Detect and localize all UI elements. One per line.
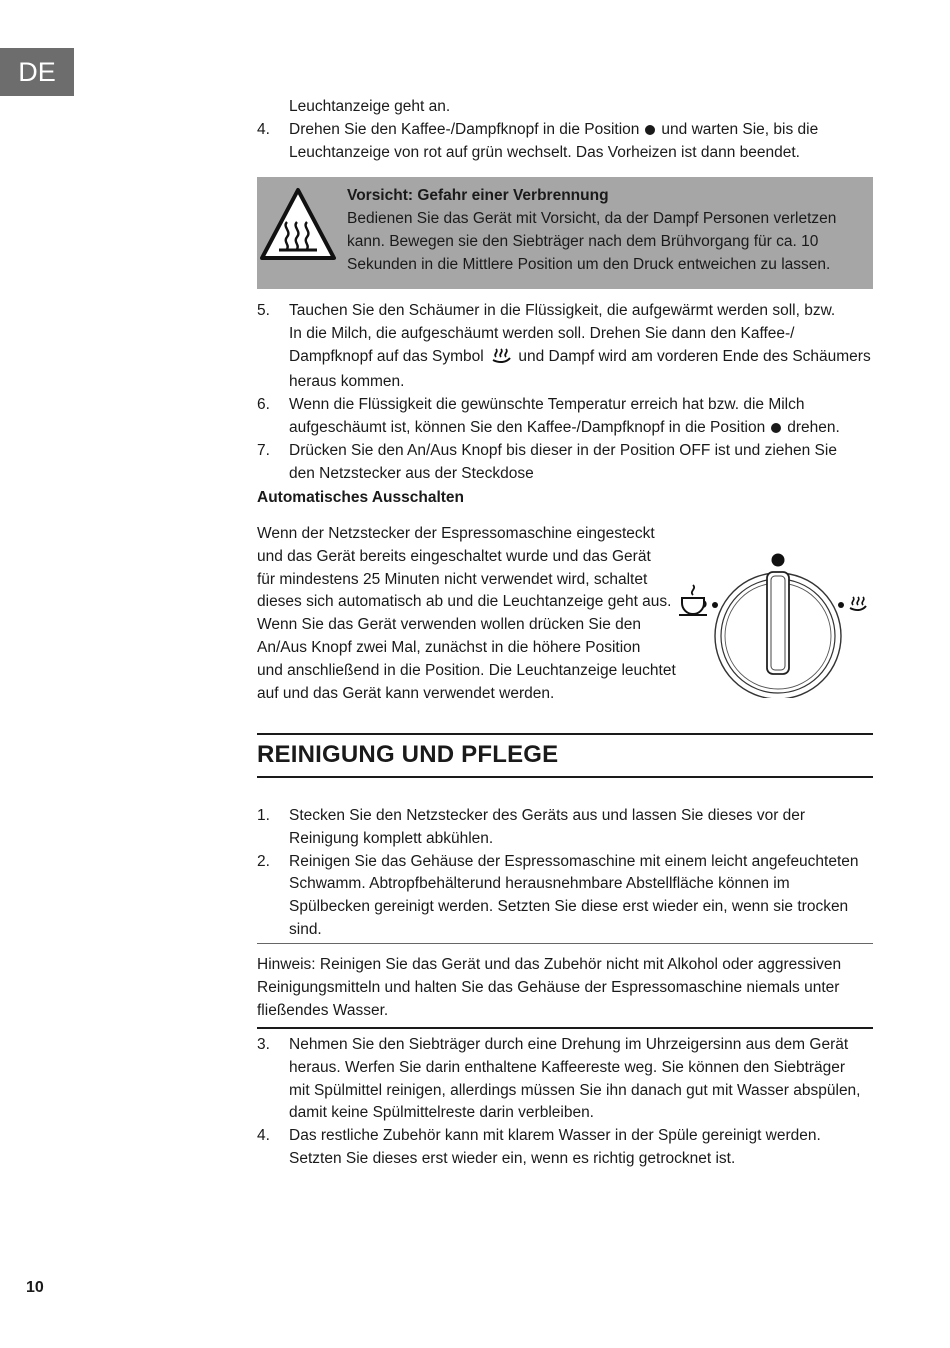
warning-line: Bedienen Sie das Gerät mit Vorsicht, da der Dampf Personen verletzen [347,210,837,227]
list-item-text: Wenn die Flüssigkeit die gewünschte Temperatur erreich hat bzw. die Milch [289,396,805,414]
list-item-text: Drücken Sie den An/Aus Knopf bis dieser in der Position OFF ist und ziehen Sie [289,441,837,459]
warning-body [347,208,867,276]
list-item-number: 7. [257,441,270,459]
hot-surface-warning-icon [259,186,337,267]
paragraph-line: und anschließend in die Position. Die Leuchtanzeige leuchtet [257,661,676,679]
coffee-cup-icon [679,585,707,615]
list-item-text: heraus kommen. [289,373,405,391]
auto-off-text [257,523,687,705]
position-dot-icon [645,125,655,135]
list-item [257,1034,873,1125]
list-item-text: den Netzstecker aus der Steckdose [289,464,534,482]
note-line: fließendes Wasser. [257,1001,389,1019]
list-item-text: Reinigen Sie das Gehäuse der Espressomaschine mit einem leicht angefeuchteten [289,852,859,870]
list-item-number: 1. [257,807,270,824]
paragraph-line: An/Aus Knopf zwei Mal, zunächst in die höhere Position [257,638,641,656]
list-item-text: und Dampf wird am vorderen Ende des Schäumers [518,347,871,365]
cleaning-list-a [257,805,873,942]
paragraph-line: für mindestens 25 Minuten nicht verwendet wird, schaltet [257,570,648,588]
list-item-number: 5. [257,302,270,319]
warning-title: Vorsicht: Gefahr einer Verbrennung [347,187,609,204]
section-rule-top [257,733,873,735]
note-rule-bottom [257,1027,873,1029]
list-item [257,805,873,851]
steps-list [257,300,873,485]
note-block [257,954,873,1022]
list-item-text: heraus. Werfen Sie darin enthaltene Kaffeereste weg. Sie können den Siebträger [289,1058,846,1076]
list-item-4 [257,119,873,165]
steam-icon [490,348,512,372]
list-item-text: Schwamm. Abtropfbehälterund herausnehmbare Abstellfläche können im [289,875,790,893]
list-item-7 [257,440,873,486]
list-item-text: Dampfknopf auf das Symbol [289,347,484,365]
paragraph-line: dieses sich automatisch ab und die Leuchtanzeige geht aus. [257,593,672,611]
warning-box [257,177,873,289]
list-item-text: Leuchtanzeige geht an. [289,98,451,115]
list-item-text: Drehen Sie den Kaffee-/Dampfknopf in die Position [289,120,640,138]
top-list [257,96,873,164]
list-item-text: drehen. [787,418,840,436]
list-item-5 [257,300,873,394]
list-item-number: 4. [257,1127,270,1145]
list-item-text: Stecken Sie den Netzstecker des Geräts aus und lassen Sie dieses vor der [289,807,806,824]
list-item-6 [257,394,873,440]
list-item-text: und warten Sie, bis die [661,120,819,138]
note-line: Hinweis: Reinigen Sie das Gerät und das Zubehör nicht mit Alkohol oder aggressiven [257,956,842,973]
auto-off-title: Automatisches Ausschalten [257,489,465,506]
list-item-number: 6. [257,396,270,414]
paragraph-line: auf und das Gerät kann verwendet werden. [257,684,555,702]
list-item-text: Reinigung komplett abkühlen. [289,829,494,847]
list-item-text: Setzten Sie dieses erst wieder ein, wenn es richtig getrocknet ist. [289,1149,736,1167]
section-heading: REINIGUNG UND PFLEGE [257,741,559,768]
page-number: 10 [26,1279,44,1296]
list-item-number: 2. [257,852,270,870]
note-rule-top [257,943,873,944]
note-line: Reinigungsmitteln und halten Sie das Gehäuse der Espressomaschine niemals unter [257,978,840,996]
list-item-text: Nehmen Sie den Siebträger durch eine Drehung im Uhrzeigersinn aus dem Gerät [289,1036,849,1053]
list-item-text: Spülbecken gereinigt werden. Setzten Sie diese erst wieder ein, wenn sie trocken [289,898,849,916]
list-item-text: Tauchen Sie den Schäumer in die Flüssigkeit, die aufgewärmt werden soll, bzw. [289,302,836,319]
section-rule-bottom [257,776,873,778]
list-item-text: sind. [289,920,322,938]
list-item-number: 3. [257,1036,270,1053]
cleaning-list-b [257,1034,873,1171]
position-dot-icon [771,423,781,433]
paragraph-line: Wenn der Netzstecker der Espressomaschine eingesteckt [257,525,655,542]
warning-line: Sekunden in die Mittlere Position um den Druck entweichen zu lassen. [347,255,831,273]
list-item-text: aufgeschäumt ist, können Sie den Kaffee-/Dampfknopf in die Position [289,418,766,436]
list-item [257,1125,873,1171]
list-item-text: mit Spülmittel reinigen, allerdings müssen Sie ihn danach gut mit Wasser abspülen, [289,1081,861,1099]
list-item-3-continuation [257,96,873,119]
list-item-text: Leuchtanzeige von rot auf grün wechselt. Das Vorheizen ist dann beendet. [289,143,800,161]
warning-line: kann. Bewegen sie den Siebträger nach dem Brühvorgang für ca. 10 [347,232,819,250]
paragraph-line: und das Gerät bereits eingeschaltet wurde und das Gerät [257,547,651,565]
list-item-text: In die Milch, die aufgeschäumt werden soll. Drehen Sie dann den Kaffee-/ [289,324,795,342]
steam-icon [850,597,866,610]
list-item-number: 4. [257,120,270,138]
language-tab: DE [0,48,74,96]
paragraph-line: Wenn Sie das Gerät verwenden wollen drücken Sie den [257,616,641,634]
list-item [257,851,873,942]
knob-illustration [676,548,876,703]
list-item-text: Das restliche Zubehör kann mit klarem Wasser in der Spüle gereinigt werden. [289,1127,821,1145]
list-item-text: damit keine Spülmittelreste darin verbleiben. [289,1104,594,1122]
